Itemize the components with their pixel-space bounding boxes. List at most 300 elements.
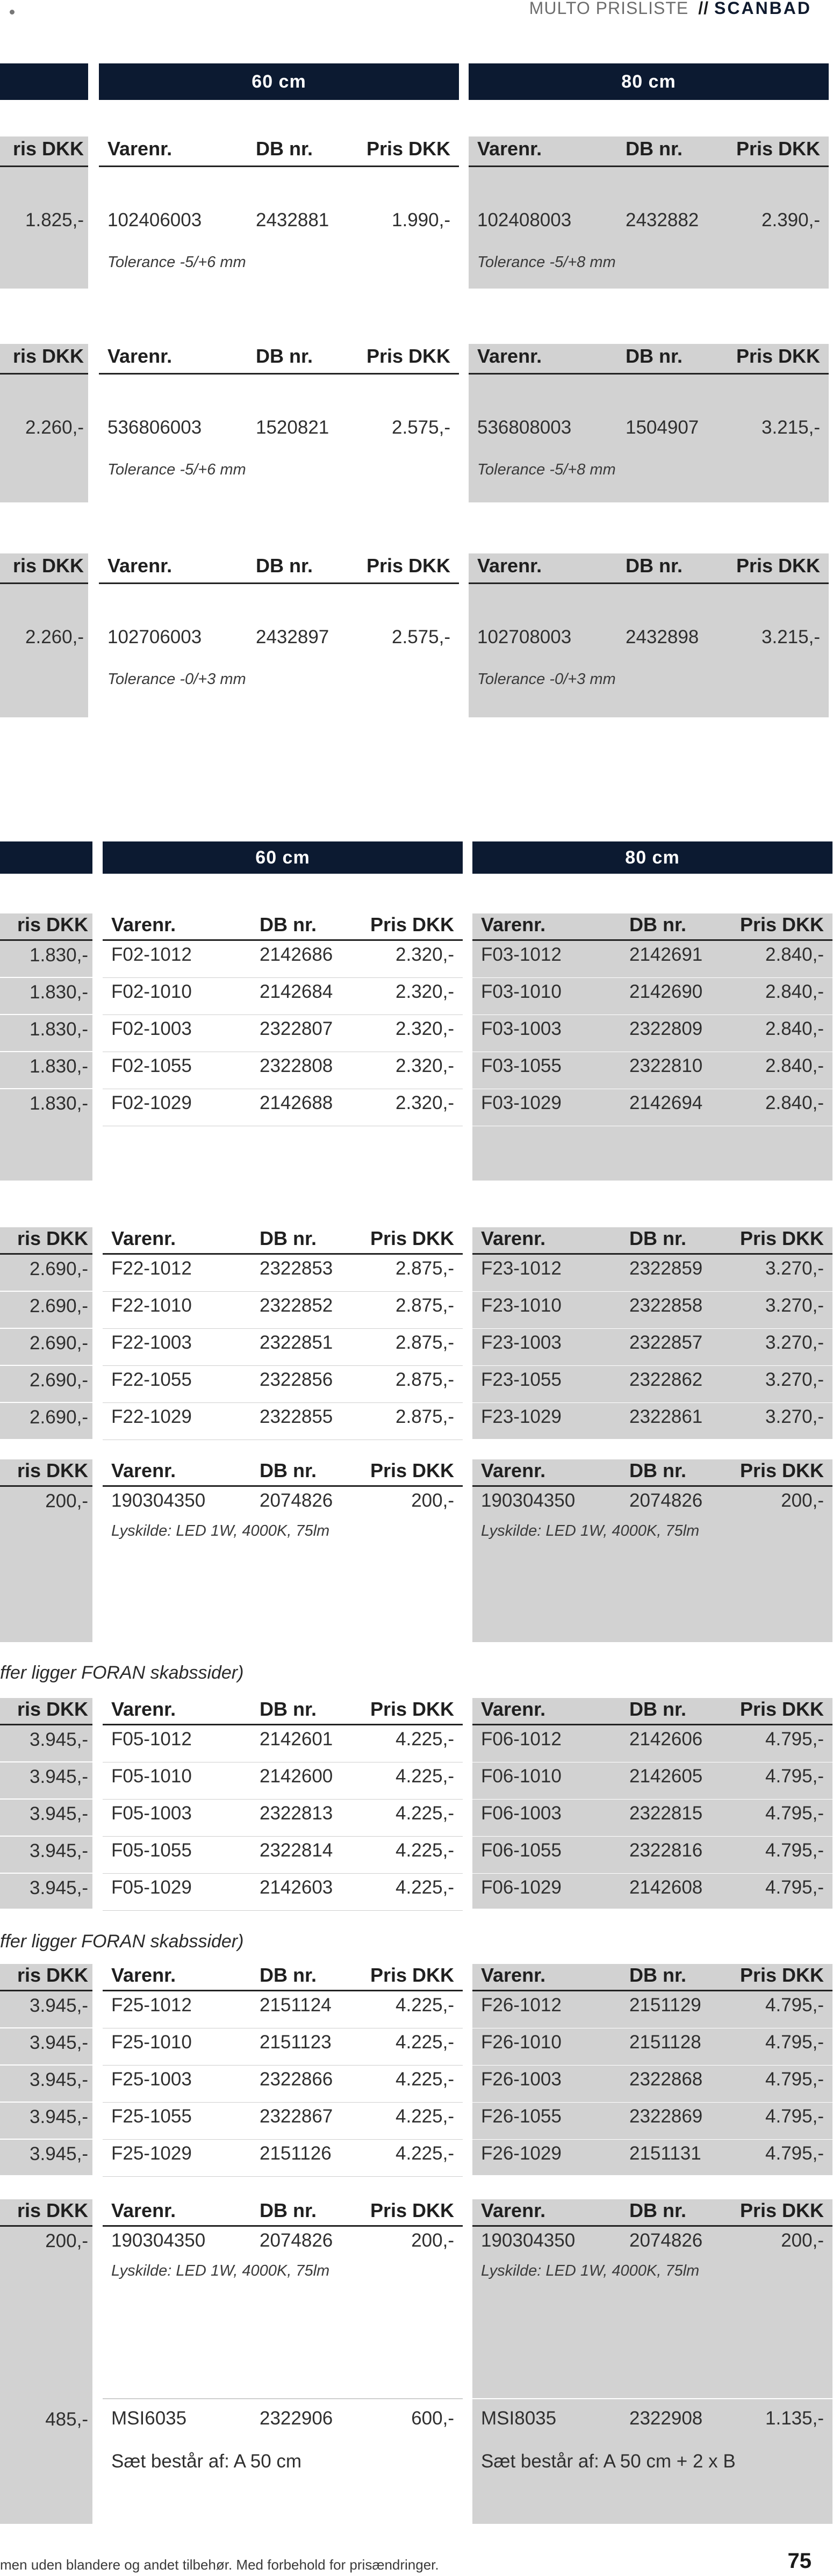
column-80 xyxy=(469,553,829,717)
column-header-price: Pris DKK xyxy=(739,1459,824,1481)
varenr-cell: F22-1012 xyxy=(111,1258,192,1279)
column-header-varenr: Varenr. xyxy=(481,1698,546,1720)
column-header-price: Pris DKK xyxy=(736,345,820,367)
column-header-price: Pris DKK xyxy=(370,1964,454,1986)
db-cell: 2142690 xyxy=(629,981,703,1002)
price-cell: 3.945,- xyxy=(30,2143,88,2164)
table-row xyxy=(472,1991,832,2028)
column-header-db: DB nr. xyxy=(626,555,683,577)
table-row xyxy=(472,1255,832,1292)
price-cell: 3.215,- xyxy=(762,627,820,647)
db-cell: 2432881 xyxy=(256,210,329,231)
table-row xyxy=(103,1837,463,1874)
row-divider xyxy=(0,1836,92,1837)
db-cell: 2142601 xyxy=(260,1729,333,1750)
table-row xyxy=(472,1725,832,1762)
column-header-varenr: Varenr. xyxy=(111,913,176,936)
column-header-price: Pris DKK xyxy=(366,345,450,367)
varenr-cell: 102406003 xyxy=(107,210,202,231)
table-row xyxy=(103,1366,463,1403)
varenr-cell: F23-1010 xyxy=(481,1295,562,1316)
column-80 xyxy=(472,2386,832,2524)
table-row xyxy=(103,2227,463,2263)
header-separator: // xyxy=(698,0,709,18)
table-row xyxy=(103,2066,463,2103)
varenr-cell: F23-1055 xyxy=(481,1369,562,1390)
column-header-price: Pris DKK xyxy=(739,1698,824,1720)
table-header xyxy=(103,913,463,941)
table-row xyxy=(103,1255,463,1292)
column-60 xyxy=(103,1698,463,1909)
price-cell: 2.840,- xyxy=(765,1018,824,1039)
row-divider xyxy=(0,1402,92,1403)
table-row xyxy=(103,941,463,978)
price-cell: 2.875,- xyxy=(396,1295,454,1316)
partial-column xyxy=(0,2199,92,2386)
column-60 xyxy=(99,344,459,502)
db-cell: 2074826 xyxy=(260,2230,333,2251)
varenr-cell: F26-1012 xyxy=(481,1995,562,2016)
table-row xyxy=(103,1991,463,2028)
column-header-varenr: Varenr. xyxy=(477,555,542,577)
price-cell: 2.575,- xyxy=(392,417,450,438)
db-cell: 2151123 xyxy=(260,2032,332,2053)
table-row xyxy=(103,1403,463,1440)
price-cell: 1.830,- xyxy=(30,1019,88,1040)
light-source-note: Lyskilde: LED 1W, 4000K, 75lm xyxy=(481,1522,700,1539)
price-cell: 2.575,- xyxy=(392,627,450,647)
size-bar-partial xyxy=(0,63,88,100)
table-row xyxy=(103,1725,463,1762)
column-header-varenr: Varenr. xyxy=(107,138,173,160)
row-divider xyxy=(0,1798,92,1800)
column-header-varenr: Varenr. xyxy=(477,138,542,160)
db-cell: 2142600 xyxy=(260,1766,333,1787)
light-source-note: Lyskilde: LED 1W, 4000K, 75lm xyxy=(481,2262,700,2279)
partial-column xyxy=(0,344,88,502)
price-cell: 4.225,- xyxy=(396,1840,454,1861)
table-row xyxy=(472,1052,832,1089)
header-rule xyxy=(0,1485,92,1487)
table-row xyxy=(103,978,463,1015)
price-cell: 3.945,- xyxy=(30,2069,88,2090)
db-cell: 2322855 xyxy=(260,1406,333,1427)
price-cell: 4.795,- xyxy=(765,1766,824,1787)
varenr-cell: F05-1012 xyxy=(111,1729,192,1750)
light-source-note: Lyskilde: LED 1W, 4000K, 75lm xyxy=(111,2262,330,2279)
size-header-60-bottom: 60 cm xyxy=(103,841,463,874)
row-divider xyxy=(0,1873,92,1874)
varenr-cell: 190304350 xyxy=(111,1490,206,1511)
table-row xyxy=(472,1089,832,1126)
column-header-varenr: Varenr. xyxy=(111,2199,176,2221)
price-cell: 4.795,- xyxy=(765,1995,824,2016)
table-row xyxy=(103,1874,463,1911)
price-cell: 4.795,- xyxy=(765,2032,824,2053)
varenr-cell: F22-1003 xyxy=(111,1332,192,1353)
price-cell: 200,- xyxy=(411,2230,454,2251)
column-header-varenr: Varenr. xyxy=(111,1698,176,1720)
varenr-cell: F06-1010 xyxy=(481,1766,562,1787)
price-cell: 200,- xyxy=(45,2230,88,2251)
db-cell: 2322808 xyxy=(260,1055,333,1076)
varenr-cell: F06-1012 xyxy=(481,1729,562,1750)
price-cell: 4.795,- xyxy=(765,1729,824,1750)
column-60 xyxy=(103,1964,463,2175)
db-cell: 2151129 xyxy=(629,1995,701,2016)
price-cell: 4.225,- xyxy=(396,2143,454,2164)
db-cell: 2322851 xyxy=(260,1332,333,1353)
table-row xyxy=(472,2028,832,2066)
table-header xyxy=(99,553,459,584)
price-cell: 4.795,- xyxy=(765,1803,824,1824)
price-cell: 4.225,- xyxy=(396,1766,454,1787)
varenr-cell: MSI6035 xyxy=(111,2408,187,2429)
table-row xyxy=(472,1800,832,1837)
tolerance-note: Tolerance -5/+6 mm xyxy=(107,461,246,478)
column-header-db: DB nr. xyxy=(256,345,313,367)
price-cell: 2.320,- xyxy=(396,1018,454,1039)
price-cell: 485,- xyxy=(45,2409,88,2430)
row-divider xyxy=(0,1761,92,1762)
column-80 xyxy=(472,2199,832,2386)
column-header-db: DB nr. xyxy=(256,555,313,577)
price-cell: 200,- xyxy=(781,2230,824,2251)
price-cell: 2.690,- xyxy=(30,1296,88,1316)
db-cell: 2322814 xyxy=(260,1840,333,1861)
table-header xyxy=(469,136,829,167)
price-cell: 200,- xyxy=(45,1491,88,1512)
varenr-cell: F25-1003 xyxy=(111,2069,192,2090)
table-header xyxy=(103,1227,463,1255)
varenr-cell: 102408003 xyxy=(477,210,572,231)
row-divider xyxy=(0,1088,92,1089)
db-cell: 2322856 xyxy=(260,1369,333,1390)
db-cell: 2322852 xyxy=(260,1295,333,1316)
header-rule xyxy=(0,1253,92,1255)
size-bar-partial-2 xyxy=(0,841,92,874)
table-header xyxy=(472,1964,832,1991)
price-cell: 1.830,- xyxy=(30,1093,88,1114)
varenr-cell: F02-1029 xyxy=(111,1092,192,1113)
column-60 xyxy=(103,1227,463,1439)
column-header-price: Pris DKK xyxy=(736,138,820,160)
size-header-80-bottom: 80 cm xyxy=(472,841,832,874)
db-cell: 2151126 xyxy=(260,2143,332,2164)
db-cell: 1504907 xyxy=(626,417,699,438)
price-cell: 3.270,- xyxy=(765,1258,824,1279)
table-row xyxy=(472,1837,832,1874)
db-cell: 2322815 xyxy=(629,1803,703,1824)
varenr-cell: F06-1003 xyxy=(481,1803,562,1824)
price-cell: 2.260,- xyxy=(25,627,84,647)
db-cell: 2074826 xyxy=(629,2230,703,2251)
column-80 xyxy=(472,1964,832,2175)
db-cell: 2151131 xyxy=(629,2143,701,2164)
table-header xyxy=(472,1459,832,1487)
partial-column xyxy=(0,2386,92,2524)
table-header xyxy=(472,913,832,941)
table-row xyxy=(472,1292,832,1329)
column-header-varenr: Varenr. xyxy=(111,1964,176,1986)
row-divider xyxy=(0,1051,92,1052)
price-cell: 2.690,- xyxy=(30,1258,88,1279)
section-note: ffer ligger FORAN skabssider) xyxy=(0,1663,244,1683)
catalog-title: MULTO PRISLISTE xyxy=(529,0,689,18)
column-60 xyxy=(99,136,459,289)
column-80 xyxy=(469,344,829,502)
price-cell: 1.990,- xyxy=(392,210,450,231)
column-header-db: DB nr. xyxy=(260,2199,317,2221)
db-cell: 2432882 xyxy=(626,210,699,231)
db-cell: 2322869 xyxy=(629,2106,703,2127)
column-header-price: ris DKK xyxy=(12,555,84,577)
price-cell: 4.225,- xyxy=(396,1877,454,1898)
db-cell: 2322810 xyxy=(629,1055,703,1076)
table-header xyxy=(103,1459,463,1487)
tolerance-note: Tolerance -5/+8 mm xyxy=(477,254,616,271)
price-cell: 3.945,- xyxy=(30,1840,88,1861)
column-header-price: Pris DKK xyxy=(370,1459,454,1481)
column-header-db: DB nr. xyxy=(260,913,317,936)
row-divider xyxy=(0,2027,92,2028)
db-cell: 2151128 xyxy=(629,2032,701,2053)
header-rule xyxy=(0,166,88,167)
db-cell: 2322859 xyxy=(629,1258,703,1279)
column-header-price: Pris DKK xyxy=(366,555,450,577)
table-row xyxy=(472,978,832,1015)
varenr-cell: F05-1055 xyxy=(111,1840,192,1861)
header-rule xyxy=(0,582,88,584)
column-header-db: DB nr. xyxy=(260,1964,317,1986)
price-cell: 2.690,- xyxy=(30,1333,88,1354)
tolerance-note: Tolerance -0/+3 mm xyxy=(477,671,616,688)
price-cell: 2.690,- xyxy=(30,1407,88,1428)
price-cell: 3.945,- xyxy=(30,1877,88,1898)
db-cell: 2322867 xyxy=(260,2106,333,2127)
price-cell: 1.830,- xyxy=(30,1056,88,1077)
varenr-cell: F03-1012 xyxy=(481,944,562,965)
db-cell: 2322807 xyxy=(260,1018,333,1039)
price-cell: 3.270,- xyxy=(765,1332,824,1353)
row-divider xyxy=(0,1014,92,1015)
footer-disclaimer: men uden blandere og andet tilbehør. Med forbehold for prisændringer. xyxy=(0,2557,439,2573)
db-cell: 2322816 xyxy=(629,1840,703,1861)
tolerance-note: Tolerance -5/+6 mm xyxy=(107,254,246,271)
varenr-cell: F06-1055 xyxy=(481,1840,562,1861)
db-cell: 2142606 xyxy=(629,1729,703,1750)
price-cell: 4.225,- xyxy=(396,2032,454,2053)
partial-column xyxy=(0,1698,92,1909)
table-row xyxy=(472,1487,832,1523)
column-80 xyxy=(472,1459,832,1642)
price-cell: 4.225,- xyxy=(396,1729,454,1750)
varenr-cell: 190304350 xyxy=(481,1490,576,1511)
table-row xyxy=(103,1052,463,1089)
column-header-price: ris DKK xyxy=(17,1227,88,1249)
table-row xyxy=(103,2028,463,2066)
table-header xyxy=(472,2199,832,2227)
varenr-cell: 102706003 xyxy=(107,627,202,647)
header-rule xyxy=(0,2225,92,2227)
price-cell: 2.840,- xyxy=(765,1055,824,1076)
column-header-varenr: Varenr. xyxy=(477,345,542,367)
price-cell: 200,- xyxy=(781,1490,824,1511)
row-divider xyxy=(0,2102,92,2103)
size-header-80: 80 cm xyxy=(469,63,829,100)
price-cell: 3.270,- xyxy=(765,1406,824,1427)
price-cell: 4.225,- xyxy=(396,1803,454,1824)
varenr-cell: F23-1012 xyxy=(481,1258,562,1279)
table-header xyxy=(99,136,459,167)
partial-column xyxy=(0,1459,92,1642)
varenr-cell: 536806003 xyxy=(107,417,202,438)
column-header-varenr: Varenr. xyxy=(107,345,173,367)
column-header-price: Pris DKK xyxy=(739,1227,824,1249)
price-cell: 2.320,- xyxy=(396,1092,454,1113)
column-header-varenr: Varenr. xyxy=(481,2199,546,2221)
varenr-cell: F23-1029 xyxy=(481,1406,562,1427)
varenr-cell: F03-1055 xyxy=(481,1055,562,1076)
row-divider xyxy=(103,2398,463,2399)
varenr-cell: F22-1010 xyxy=(111,1295,192,1316)
tolerance-note: Tolerance -0/+3 mm xyxy=(107,671,246,688)
table-header xyxy=(103,1698,463,1725)
column-header-price: Pris DKK xyxy=(370,1698,454,1720)
price-cell: 1.135,- xyxy=(765,2408,824,2429)
price-cell: 2.840,- xyxy=(765,981,824,1002)
db-cell: 2322861 xyxy=(629,1406,703,1427)
row-divider xyxy=(472,2398,832,2399)
varenr-cell: F25-1010 xyxy=(111,2032,192,2053)
column-header-db: DB nr. xyxy=(629,1698,687,1720)
table-row xyxy=(472,1366,832,1403)
varenr-cell: F03-1003 xyxy=(481,1018,562,1039)
column-header-price: ris DKK xyxy=(17,1459,88,1481)
partial-column xyxy=(0,1964,92,2175)
price-cell: 3.945,- xyxy=(30,1729,88,1750)
column-header-varenr: Varenr. xyxy=(107,555,173,577)
price-cell: 600,- xyxy=(411,2408,454,2429)
db-cell: 2322868 xyxy=(629,2069,703,2090)
column-80 xyxy=(469,136,829,289)
price-cell: 4.225,- xyxy=(396,1995,454,2016)
price-cell: 2.875,- xyxy=(396,1369,454,1390)
varenr-cell: F26-1010 xyxy=(481,2032,562,2053)
db-cell: 2432898 xyxy=(626,627,699,647)
column-60 xyxy=(103,1459,463,1642)
table-row xyxy=(469,201,829,238)
varenr-cell: F25-1012 xyxy=(111,1995,192,2016)
price-cell: 3.945,- xyxy=(30,1995,88,2016)
header-rule xyxy=(0,1724,92,1725)
varenr-cell: F05-1010 xyxy=(111,1766,192,1787)
light-source-note: Lyskilde: LED 1W, 4000K, 75lm xyxy=(111,1522,330,1539)
db-cell: 2074826 xyxy=(629,1490,703,1511)
column-header-price: Pris DKK xyxy=(370,1227,454,1249)
column-80 xyxy=(472,1227,832,1439)
size-header-60: 60 cm xyxy=(99,63,459,100)
table-row xyxy=(472,2066,832,2103)
header-rule xyxy=(0,939,92,941)
table-row xyxy=(103,1800,463,1837)
price-cell: 2.840,- xyxy=(765,1092,824,1113)
varenr-cell: F26-1029 xyxy=(481,2143,562,2164)
column-60 xyxy=(103,2199,463,2386)
section-note: ffer ligger FORAN skabssider) xyxy=(0,1931,244,1952)
header-rule xyxy=(0,373,88,375)
varenr-cell: F02-1003 xyxy=(111,1018,192,1039)
partial-column xyxy=(0,136,88,289)
db-cell: 2322866 xyxy=(260,2069,333,2090)
column-header-db: DB nr. xyxy=(629,1964,687,1986)
table-row xyxy=(472,1874,832,1911)
table-row xyxy=(103,1762,463,1800)
row-divider xyxy=(0,2064,92,2066)
brand-name: SCANBAD xyxy=(714,0,812,18)
column-header-db: DB nr. xyxy=(626,345,683,367)
varenr-cell: F23-1003 xyxy=(481,1332,562,1353)
varenr-cell: F03-1010 xyxy=(481,981,562,1002)
db-cell: 2322809 xyxy=(629,1018,703,1039)
price-cell: 3.270,- xyxy=(765,1369,824,1390)
column-80 xyxy=(472,1698,832,1909)
varenr-cell: F02-1010 xyxy=(111,981,192,1002)
varenr-cell: 190304350 xyxy=(481,2230,576,2251)
db-cell: 2142694 xyxy=(629,1092,703,1113)
price-cell: 4.795,- xyxy=(765,1840,824,1861)
price-cell: 200,- xyxy=(411,1490,454,1511)
price-cell: 1.830,- xyxy=(30,982,88,1003)
column-header-price: ris DKK xyxy=(17,913,88,936)
column-80 xyxy=(472,913,832,1181)
column-header-db: DB nr. xyxy=(629,1459,687,1481)
column-60 xyxy=(99,553,459,717)
column-header-price: Pris DKK xyxy=(736,555,820,577)
table-header xyxy=(472,1698,832,1725)
column-header-db: DB nr. xyxy=(629,1227,687,1249)
set-contents-note: Sæt består af: A 50 cm + 2 x B xyxy=(481,2451,736,2472)
column-header-price: Pris DKK xyxy=(370,913,454,936)
table-row xyxy=(103,2103,463,2140)
column-header-price: Pris DKK xyxy=(739,913,824,936)
varenr-cell: F05-1003 xyxy=(111,1803,192,1824)
table-header xyxy=(99,344,459,375)
price-cell: 3.945,- xyxy=(30,2106,88,2127)
price-cell: 2.260,- xyxy=(25,417,84,438)
column-header-varenr: Varenr. xyxy=(481,913,546,936)
varenr-cell: 102708003 xyxy=(477,627,572,647)
db-cell: 2322906 xyxy=(260,2408,333,2429)
table-row xyxy=(472,2140,832,2177)
price-cell: 3.270,- xyxy=(765,1295,824,1316)
column-header-varenr: Varenr. xyxy=(111,1227,176,1249)
varenr-cell: 190304350 xyxy=(111,2230,206,2251)
column-header-db: DB nr. xyxy=(260,1459,317,1481)
price-cell: 2.875,- xyxy=(396,1258,454,1279)
varenr-cell: F25-1055 xyxy=(111,2106,192,2127)
partial-column xyxy=(0,1227,92,1439)
table-row xyxy=(469,618,829,654)
column-header-price: Pris DKK xyxy=(739,2199,824,2221)
column-header-db: DB nr. xyxy=(626,138,683,160)
price-cell: 3.945,- xyxy=(30,1766,88,1787)
price-cell: 1.825,- xyxy=(25,210,84,231)
table-row xyxy=(472,2400,832,2437)
table-row xyxy=(472,2227,832,2263)
page-header xyxy=(529,0,812,21)
table-row xyxy=(103,2400,463,2437)
